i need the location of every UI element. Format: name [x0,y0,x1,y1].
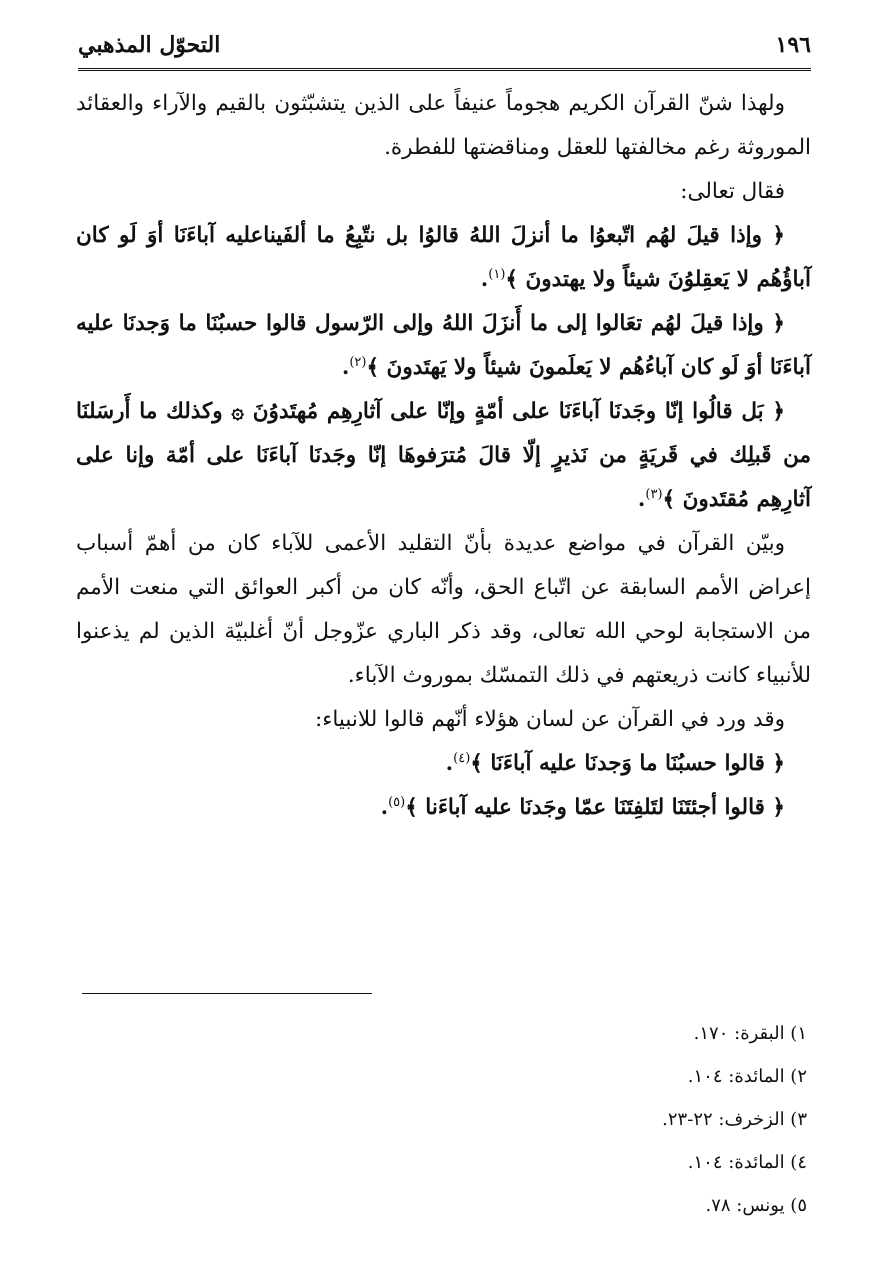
quran-verse-4 [76,742,811,786]
footnote-1: ١) البقرة: ١٧٠. [693,1023,807,1044]
verse-text: ﴿ قالوا أجئتَنَا لتَلفِتَنَا عمّا وجَدنَا عليه آباءَنا ﴾ [405,795,785,820]
verse-text: ﴿ بَل قالُوا إنّا وجَدنَا آباءَنَا على أمّةٍ وإنّا على آثارِهِم مُهتَدوُنَ ۞ وكذلك ما أَرسَلنَا من قَبلِك في قَريَةٍ من نَذيرٍ إلّا قالَ مُترَفوهَا إنّا وجَدنَا آباءَنَا على أمّة وإنا على آثارِهِم مُقتَدونَ ﴾ [76,399,811,512]
running-title: التحوّل المذهبي [78,32,221,58]
verse-period: . [480,267,489,292]
footnote-2: ٢) المائدة: ١٠٤. [687,1066,807,1087]
verse-period: . [341,355,350,380]
verse-text: ﴿ قالوا حسبُنَا ما وَجدنَا عليه آباءَنَا ﴾ [470,751,785,776]
body-text [76,82,811,830]
footnote-3: ٣) الزخرف: ٢٢-٢٣. [662,1109,807,1130]
paragraph-intro: ولهذا شنّ القرآن الكريم هجوماً عنيفاً على الذين يتشبّثون بالقيم والآراء والعقائد الموروثة رغم مخالفتها للعقل ومناقضتها للفطرة. [76,91,811,160]
footnote-5: ٥) يونس: ٧٨. [705,1195,807,1216]
footnote-ref-5: (٥) [388,794,406,810]
footnote-ref-1: (١) [488,266,506,282]
verse-text: ﴿ وإذا قيلَ لهُم تعَالوا إلى ما أَنزَلَ اللهُ وإلى الرّسول قالوا حسبُنَا ما وَجدنَا عليه آباءَنَا أوَ لَو كان آباءُهُم لا يَعلَمونَ شيئاً ولا يَهتَدونَ ﴾ [76,311,811,380]
footnote-ref-2: (٢) [349,354,367,370]
footnote-ref-3: (٣) [645,486,663,502]
paragraph-lead-in: فقال تعالى: [680,179,785,204]
footnotes [300,1012,807,1227]
verse-period: . [637,487,646,512]
quran-verse-3 [76,390,811,522]
quran-verse-1 [76,214,811,302]
quran-verse-5 [76,786,811,830]
verse-period: . [445,751,454,776]
paragraph-lead-in-2: وقد ورد في القرآن عن لسان هؤلاء أنّهم قالوا للانبياء: [315,707,785,732]
paragraph-explanation: وبيّن القرآن في مواضع عديدة بأنّ التقليد الأعمى للآباء كان من أهمّ أسباب إعراض الأمم السابقة عن اتّباع الحق، وأنّه كان من أكبر العوائق التي منعت الأمم من الاستجابة لوحي الله تعالى، وقد ذكر الباري عزّوجل أنّ أغلبيّة الذين لم يذعنوا للأنبياء كانت ذريعتهم في ذلك التمسّك بموروث الآباء. [76,531,811,688]
page-number: ١٩٦ [775,32,811,58]
verse-period: . [380,795,389,820]
page-header [78,28,811,71]
footnote-divider [82,993,372,994]
footnote-4: ٤) المائدة: ١٠٤. [687,1152,807,1173]
footnote-ref-4: (٤) [453,750,471,766]
verse-text: ﴿ وإذا قيلَ لهُم اتّبعوُا ما أنزلَ اللهُ قالوُا بل نتّبِعُ ما ألفَيناعليه آباءَنَا أوَ لَو كان آباؤُهُم لا يَعقِلوُنَ شيئاً ولا يهتدونَ ﴾ [76,223,811,292]
quran-verse-2 [76,302,811,390]
